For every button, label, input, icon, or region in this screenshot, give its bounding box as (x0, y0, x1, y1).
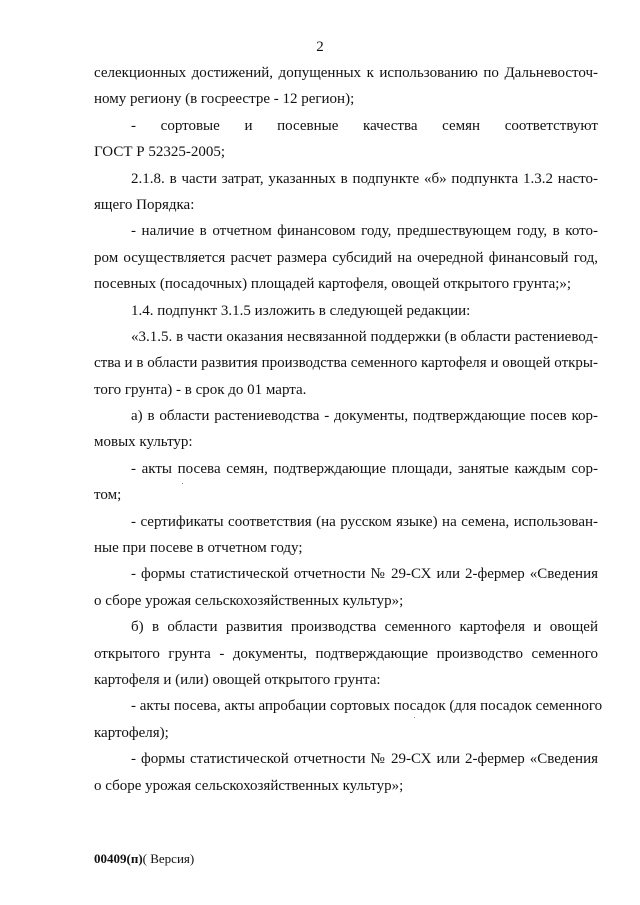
document-code: 00409(п) (94, 851, 143, 866)
text-line: ному региону (в госреестре - 12 регион); (94, 91, 355, 108)
text-line: ром осуществляется расчет размера субсидий на очередной финансовый год, (94, 249, 598, 266)
text-line: ные при посеве в отчетном году; (94, 540, 303, 557)
text-line: селекционных достижений, допущенных к использованию по Дальневосточ- (94, 65, 598, 81)
text-line: о сборе урожая сельскохозяйственных культур»; (94, 777, 404, 794)
text-line: - акты посева, акты апробации сортовых посадок (для посадок семенного (131, 698, 603, 715)
word: соответствуют (504, 117, 598, 134)
text-line: картофеля); (94, 724, 169, 741)
text-line: ства и в области развития производства семенного картофеля и овощей откры- (94, 355, 598, 372)
text-line: 2.1.8. в части затрат, указанных в подпункте «б» подпункта 1.3.2 насто- (131, 170, 598, 187)
text-line: - формы статистической отчетности № 29-СХ или 2-фермер «Сведения (131, 751, 598, 768)
scan-speck (414, 717, 415, 718)
text-line: «3.1.5. в части оказания несвязанной поддержки (в области растениевод- (131, 328, 598, 345)
word: качества (363, 117, 418, 134)
text-line: а) в области растениеводства - документы, подтверждающие посев кор- (131, 408, 598, 425)
text-line: о сборе урожая сельскохозяйственных культур»; (94, 592, 404, 609)
text-line: - наличие в отчетном финансовом году, предшествующем году, в кото- (131, 223, 598, 240)
text-line: том; (94, 487, 122, 504)
text-line: - акты посева семян, подтверждающие площади, занятые каждым сор- (131, 460, 598, 477)
text-line: б) в области развития производства семенного картофеля и овощей (131, 619, 598, 636)
text-line: ГОСТ Р 52325-2005; (94, 144, 225, 161)
text-line: ящего Порядка: (94, 196, 195, 213)
scan-speck (182, 483, 183, 484)
text-line: посевных (посадочных) площадей картофеля, овощей открытого грунта;»; (94, 276, 572, 293)
text-line-spaced (94, 113, 598, 139)
text-line: - сертификаты соответствия (на русском языке) на семена, использован- (131, 513, 598, 530)
text-line: картофеля и (или) овощей открытого грунта: (94, 671, 381, 688)
page-number: 2 (316, 39, 324, 55)
text-line: открытого грунта - документы, подтверждающие производство семенного (94, 645, 598, 662)
word: семян (442, 117, 481, 134)
word: и (244, 117, 253, 134)
document-body (94, 60, 603, 799)
word: - (131, 117, 136, 134)
text-line: - формы статистической отчетности № 29-СХ или 2-фермер «Сведения (131, 566, 598, 583)
text-line: мовых культур: (94, 434, 193, 451)
document-footer (94, 851, 194, 867)
word: сортовые (160, 117, 220, 134)
text-line: того грунта) - в срок до 01 марта. (94, 381, 307, 398)
text-line: 1.4. подпункт 3.1.5 изложить в следующей редакции: (131, 302, 471, 319)
word: посевные (277, 117, 339, 134)
document-version: ( Версия) (142, 851, 195, 866)
